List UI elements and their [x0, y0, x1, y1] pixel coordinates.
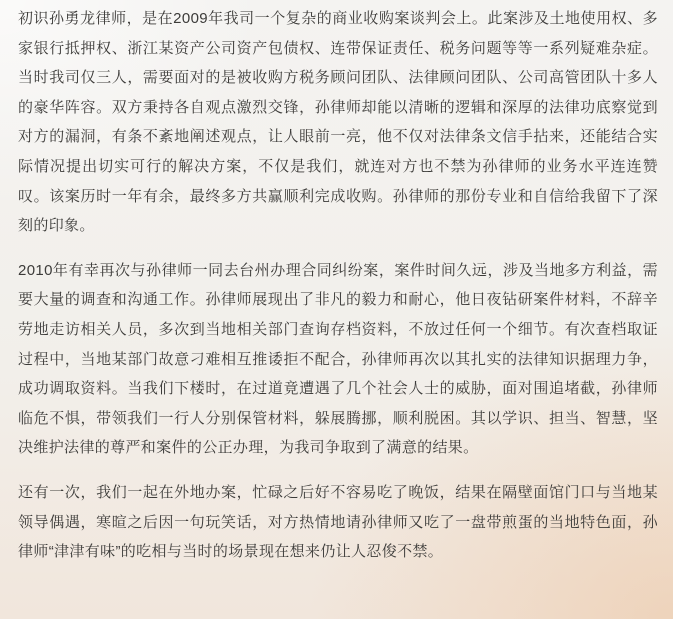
paragraph-taizhou-case: 2010年有幸再次与孙律师一同去台州办理合同纠纷案，案件时间久远，涉及当地多方利益，需要大量的调查和沟通工作。孙律师展现出了非凡的毅力和耐心，他日夜钻研案件材料，不辞辛劳地走访相关人员，多次到当地相关部门查询存档资料，不放过任何一个细节。有次查档取证过程中，当地某部门故意刁难相互推诿拒不配合，孙律师再次以其扎实的法律知识据理力争，成功调取资料。当我们下楼时，在过道竟遭遇了几个社会人士的威胁，面对围追堵截，孙律师临危不惧，带领我们一行人分别保管材料，躲展腾挪，顺利脱困。其以学识、担当、智慧，坚决维护法律的尊严和案件的公正办理，为我司争取到了满意的结果。: [18, 261, 658, 457]
article-body: [18, 4, 658, 567]
paragraph-dinner-anecdote: 还有一次，我们一起在外地办案，忙碌之后好不容易吃了晚饭，结果在隔壁面馆门口与当地某领导偶遇，寒暄之后因一句玩笑话，对方热情地请孙律师又吃了一盘带煎蛋的当地特色面，孙律师“津津有味”的吃相与当时的场景现在想来仍让人忍俊不禁。: [18, 483, 658, 561]
paragraph-first-meeting: 初识孙勇龙律师，是在2009年我司一个复杂的商业收购案谈判会上。此案涉及土地使用权、多家银行抵押权、浙江某资产公司资产包债权、连带保证责任、税务问题等等一系列疑难杂症。当时我司仅三人，需要面对的是被收购方税务顾问团队、法律顾问团队、公司高管团队十多人的豪华阵容。双方秉持各自观点激烈交锋，孙律师却能以清晰的逻辑和深厚的法律功底察觉到对方的漏洞，有条不紊地阐述观点，让人眼前一亮，他不仅对法律条文信手拈来，还能结合实际情况提出切实可行的解决方案，不仅是我们，就连对方也不禁为孙律师的业务水平连连赞叹。该案历时一年有余，最终多方共赢顺利完成收购。孙律师的那份专业和自信给我留下了深刻的印象。: [18, 10, 658, 235]
